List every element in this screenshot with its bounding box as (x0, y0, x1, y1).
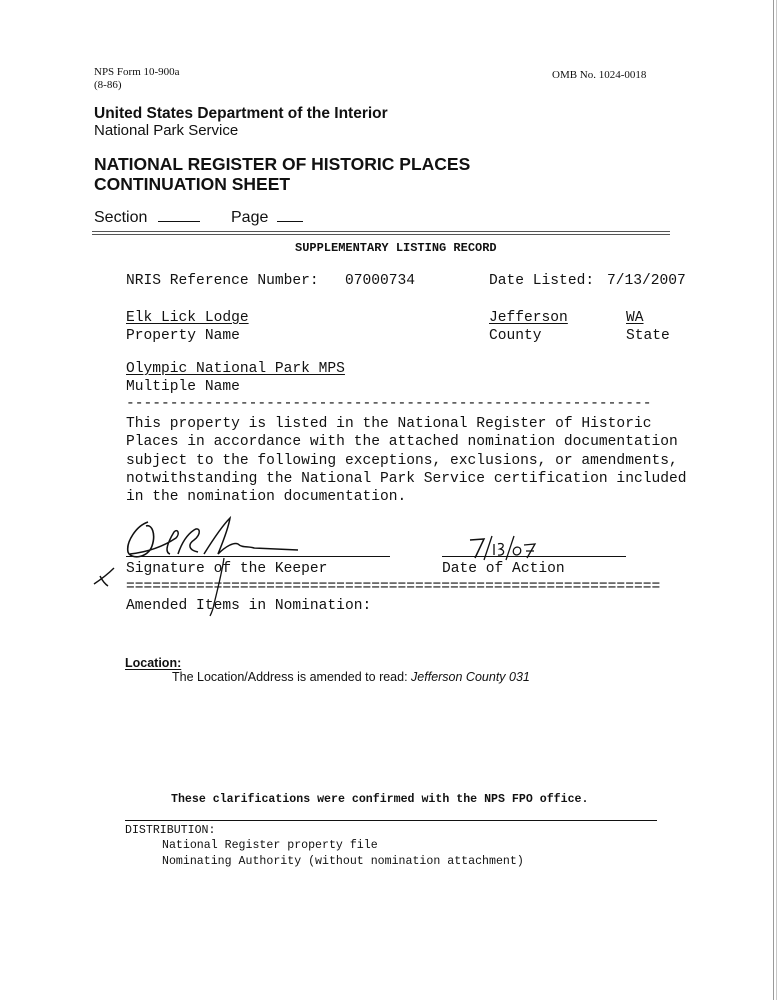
property-name-label: Property Name (126, 328, 240, 344)
nris-label: NRIS Reference Number: (126, 273, 319, 289)
date-of-action-label: Date of Action (442, 561, 565, 577)
form-title-line1: NATIONAL REGISTER OF HISTORIC PLACES (94, 154, 471, 174)
form-title-line2: CONTINUATION SHEET (94, 174, 291, 194)
statement-line: in the nomination documentation. (126, 489, 407, 506)
county-label: County (489, 328, 542, 344)
location-heading: Location: (125, 656, 182, 670)
nris-value: 07000734 (345, 273, 416, 289)
omb-number: OMB No. 1024-0018 (552, 69, 647, 81)
page-field (231, 207, 303, 227)
statement-line: notwithstanding the National Park Service certification included (126, 470, 687, 487)
location-amendment (172, 670, 530, 684)
form-number-block (94, 66, 180, 92)
distribution-item: Nominating Authority (without nomination attachment) (162, 855, 524, 868)
state-value: WA (626, 310, 644, 326)
handwritten-date-image (448, 530, 548, 564)
multiple-name-value: Olympic National Park MPS (126, 361, 345, 377)
date-listed-label: Date Listed: (489, 273, 595, 289)
amended-items-label: Amended Items in Nomination: (126, 598, 372, 614)
section-blank (158, 207, 200, 222)
form-date: (8-86) (94, 79, 122, 91)
section-field (94, 207, 200, 227)
location-text: The Location/Address is amended to read: (172, 670, 408, 684)
margin-check-mark (92, 564, 118, 590)
double-separator: ============================================================= (126, 579, 661, 595)
record-heading: SUPPLEMENTARY LISTING RECORD (295, 241, 497, 255)
state-label: State (626, 328, 670, 344)
confirmation-note: These clarifications were confirmed with the NPS FPO office. (171, 793, 589, 806)
section-label: Section (94, 209, 148, 226)
statement-line: Places in accordance with the attached nomination documentation (126, 434, 678, 451)
distribution-item: National Register property file (162, 839, 378, 852)
statement-line: subject to the following exceptions, exclusions, or amendments, (126, 452, 678, 469)
page-edge (773, 0, 774, 1000)
page-label: Page (231, 209, 269, 226)
multiple-name-label: Multiple Name (126, 379, 240, 395)
listing-statement (126, 415, 687, 506)
dash-separator: ------------------------------------------------------------ (126, 396, 652, 412)
property-name-value: Elk Lick Lodge (126, 310, 249, 326)
county-value: Jefferson (489, 310, 568, 326)
form-number: NPS Form 10-900a (94, 66, 180, 78)
header-rule-top (92, 231, 670, 232)
signature-label: Signature of the Keeper (126, 561, 328, 577)
header-rule-bottom (92, 234, 670, 235)
distribution-heading: DISTRIBUTION: (125, 824, 216, 837)
distribution-rule (125, 820, 657, 821)
location-value: Jefferson County 031 (411, 670, 530, 684)
agency-name: National Park Service (94, 122, 239, 139)
department-name: United States Department of the Interior (94, 105, 388, 122)
page-blank (277, 207, 303, 222)
date-listed-value: 7/13/2007 (607, 273, 686, 289)
statement-line: This property is listed in the National Register of Historic (126, 416, 652, 432)
